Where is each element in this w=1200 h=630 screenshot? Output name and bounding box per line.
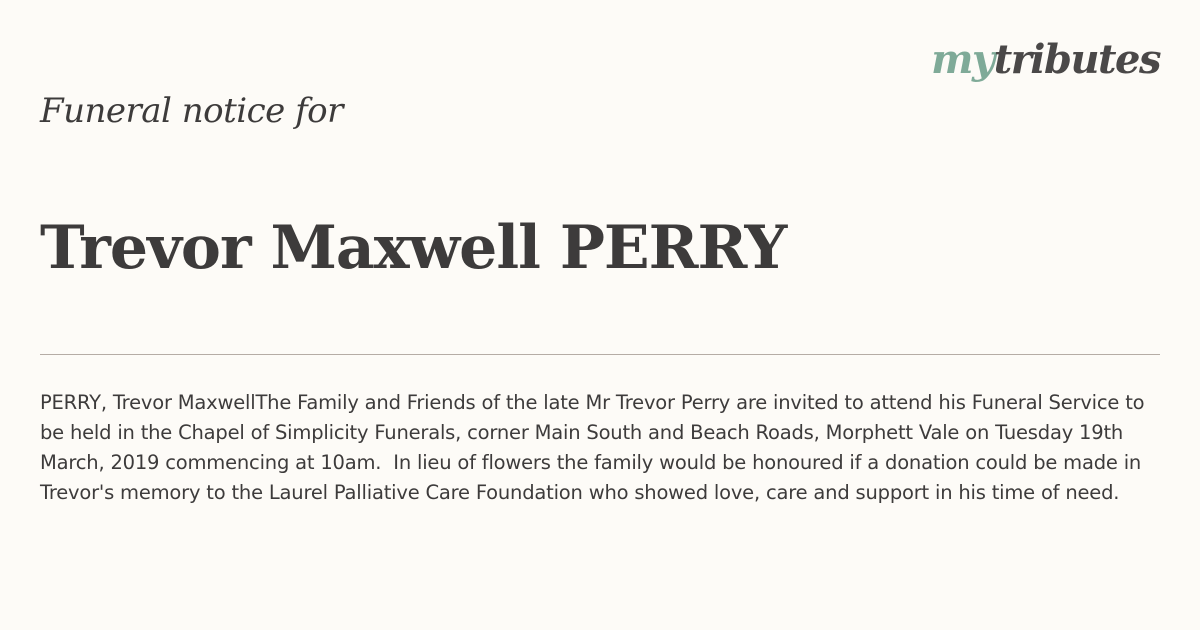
divider: [40, 354, 1160, 355]
notice-subtitle: Funeral notice for: [40, 91, 343, 131]
mytributes-logo: [931, 34, 1160, 86]
notice-body: PERRY, Trevor MaxwellThe Family and Friends of the late Mr Trevor Perry are invited to attend his Funeral Service to be held in the Chapel of Simplicity Funerals, corner Main South and Beach Roads, Morphett Vale on Tuesday 19th March, 2019 commencing at 10am. In lieu of flowers the family would be honoured if a donation could be made in Trevor's memory to the Laurel Palliative Care Foundation who showed love, care and support in his time of need.: [40, 391, 1151, 504]
logo-tributes-text: tributes: [993, 36, 1160, 83]
deceased-name: Trevor Maxwell PERRY: [40, 213, 787, 283]
logo-my-text: my: [931, 36, 994, 83]
